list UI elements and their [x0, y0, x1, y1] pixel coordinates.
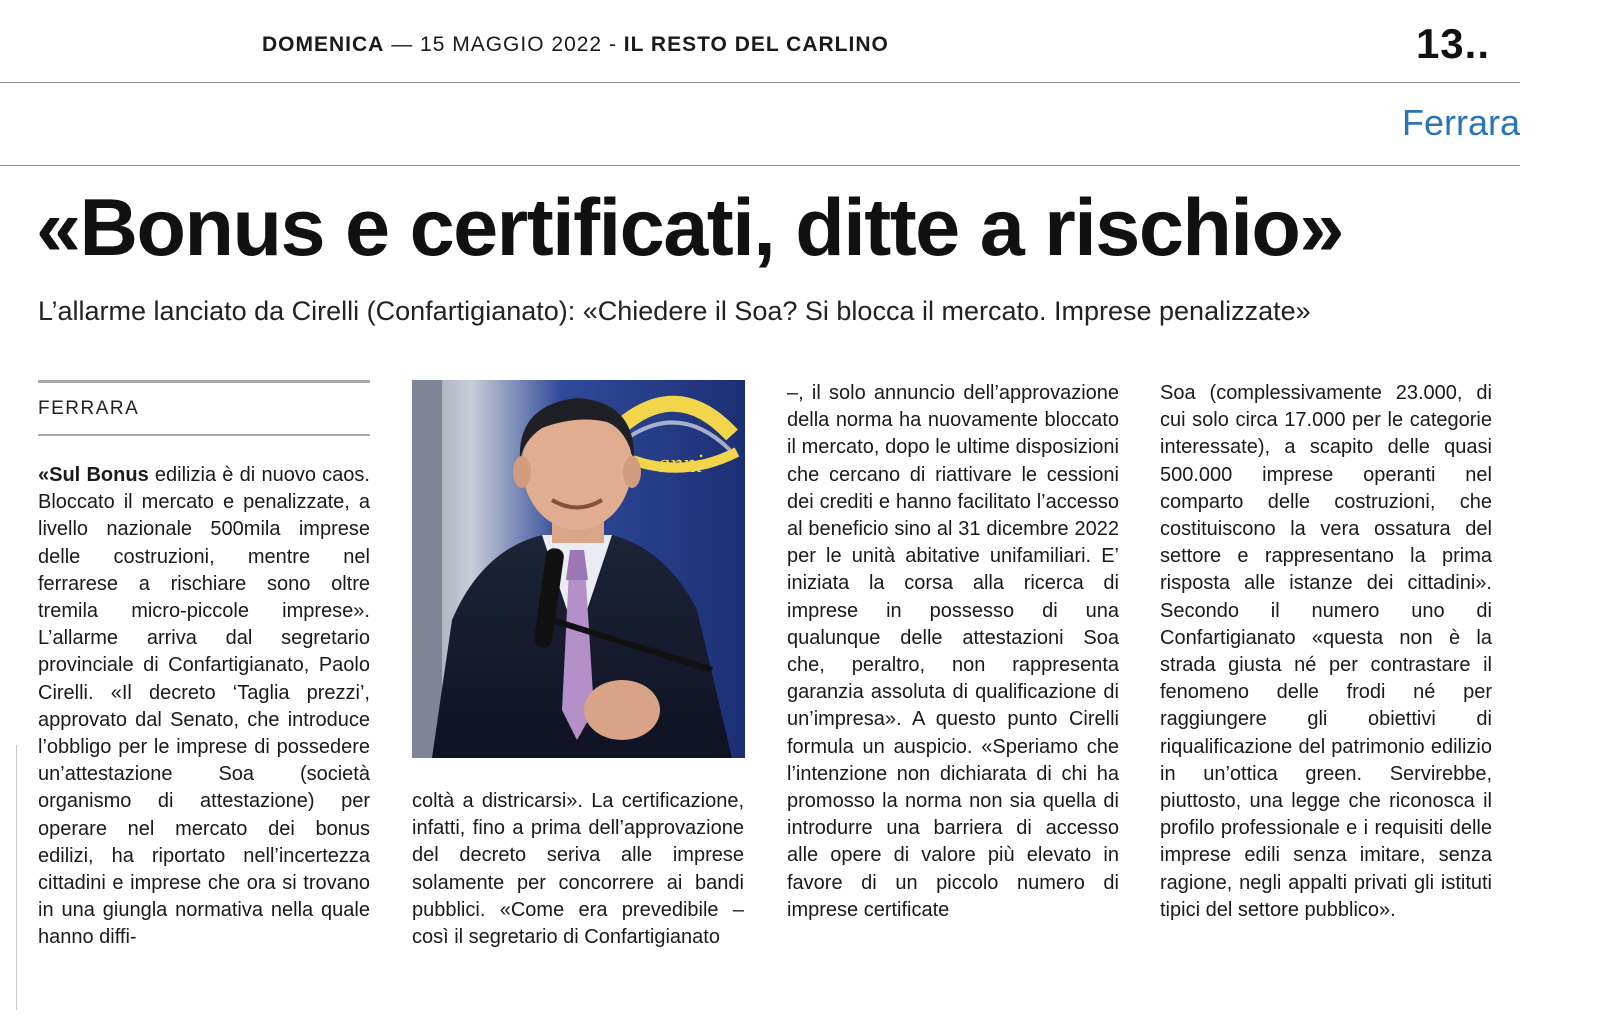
article-col1-text: edilizia è di nuovo caos. Bloccato il mercato e penalizzate, a livello nazionale 500mila imprese delle costruzioni, mentre nel ferrarese a rischiare sono oltre tremila micro-piccole imprese». L’allarme arriva dal segretario provinciale di Confartigianato, Paolo Cirelli. «Il decreto ‘Taglia prezzi’, approvato dal Senato, che introduce l’obbligo per le imprese di possedere un’attestazione Soa (società organismo di attestazione) per operare nel mercato dei bonus edilizi, ha riportato nell’incertezza cittadini e imprese che ora si trovano in una giungla normativa nella quale hanno diffi-	[38, 464, 370, 949]
page-number-value: 13	[1415, 20, 1465, 67]
dateline-rule-top	[38, 380, 370, 383]
masthead-line	[262, 33, 889, 57]
page-number	[1416, 20, 1490, 68]
article-lead-bold: «Sul Bonus	[38, 464, 149, 486]
masthead-date: 15 MAGGIO 2022	[420, 33, 603, 56]
article-lead-paragraph	[38, 462, 370, 952]
article-column-3	[787, 380, 1119, 924]
section-title: Ferrara	[1401, 102, 1520, 143]
margin-divider	[16, 745, 17, 1010]
page-number-dots: ..	[1464, 20, 1490, 67]
photo-banner-text: anni	[657, 449, 704, 478]
article-column-1	[38, 462, 370, 952]
article-column-2	[412, 788, 744, 951]
subheadline: L’allarme lanciato da Cirelli (Confartigianato): «Chiedere il Soa? Si blocca il mercato. Imprese penalizzate»	[38, 296, 1311, 326]
masthead-day: DOMENICA	[262, 33, 385, 56]
masthead-sep1: —	[391, 33, 421, 56]
article-photo	[412, 380, 745, 758]
masthead-sep2: -	[608, 33, 624, 56]
article-col4-text: Soa (complessivamente 23.000, di cui solo circa 17.000 per le categorie interessate), a scapito delle quasi 500.000 imprese operanti nel comparto delle costruzioni, che costituiscono la vera ossatura del settore e rappresentano la prima risposta alle istanze dei cittadini». Secondo il numero uno di Confartigianato «questa non è la strada giusta né per contrastare il fenomeno delle frodi né per raggiungere gli obiettivi di riqualificazione del patrimonio edilizio in un’ottica green. Servirebbe, piuttosto, una legge che riconosca il profilo professionale e i requisiti delle imprese edili senza imitare, senza ragione, negli appalti privati gli istituti tipici del settore pubblico».	[1160, 382, 1492, 921]
speaker-photo-illustration	[412, 380, 745, 758]
dateline-rule-bottom	[38, 434, 370, 436]
masthead-bar	[0, 0, 1520, 83]
masthead-newspaper: IL RESTO DEL CARLINO	[623, 33, 889, 56]
headline: «Bonus e certificati, ditte a rischio»	[36, 183, 1343, 273]
article-col2-text: coltà a districarsi». La certificazione, infatti, fino a prima dell’approvazione del decreto seriva alle imprese solamente per concorrere ai bandi pubblici. «Come era prevedibile – così il segretario di Confartigianato	[412, 790, 744, 949]
dateline: FERRARA	[38, 398, 140, 419]
article-column-4	[1160, 380, 1492, 924]
article-col3-text: –, il solo annuncio dell’approvazione della norma ha nuovamente bloccato il mercato, dopo le ultime disposizioni che cercano di riattivare le cessioni dei crediti e hanno facilitato l’accesso al beneficio sino al 31 dicembre 2022 per le unità abitative unifamiliari. E’ iniziata la corsa alla ricerca di imprese in possesso di una qualunque delle attestazioni Soa che, peraltro, non rappresenta garanzia assoluta di qualificazione di un’impresa». A questo punto Cirelli formula un auspicio. «Speriamo che l’intenzione non dichiarata di chi ha promosso la norma non sia quella di introdurre una barriera di accesso alle opere di valore più elevato in favore di un piccolo numero di imprese certificate	[787, 382, 1119, 921]
section-bar	[0, 82, 1520, 166]
